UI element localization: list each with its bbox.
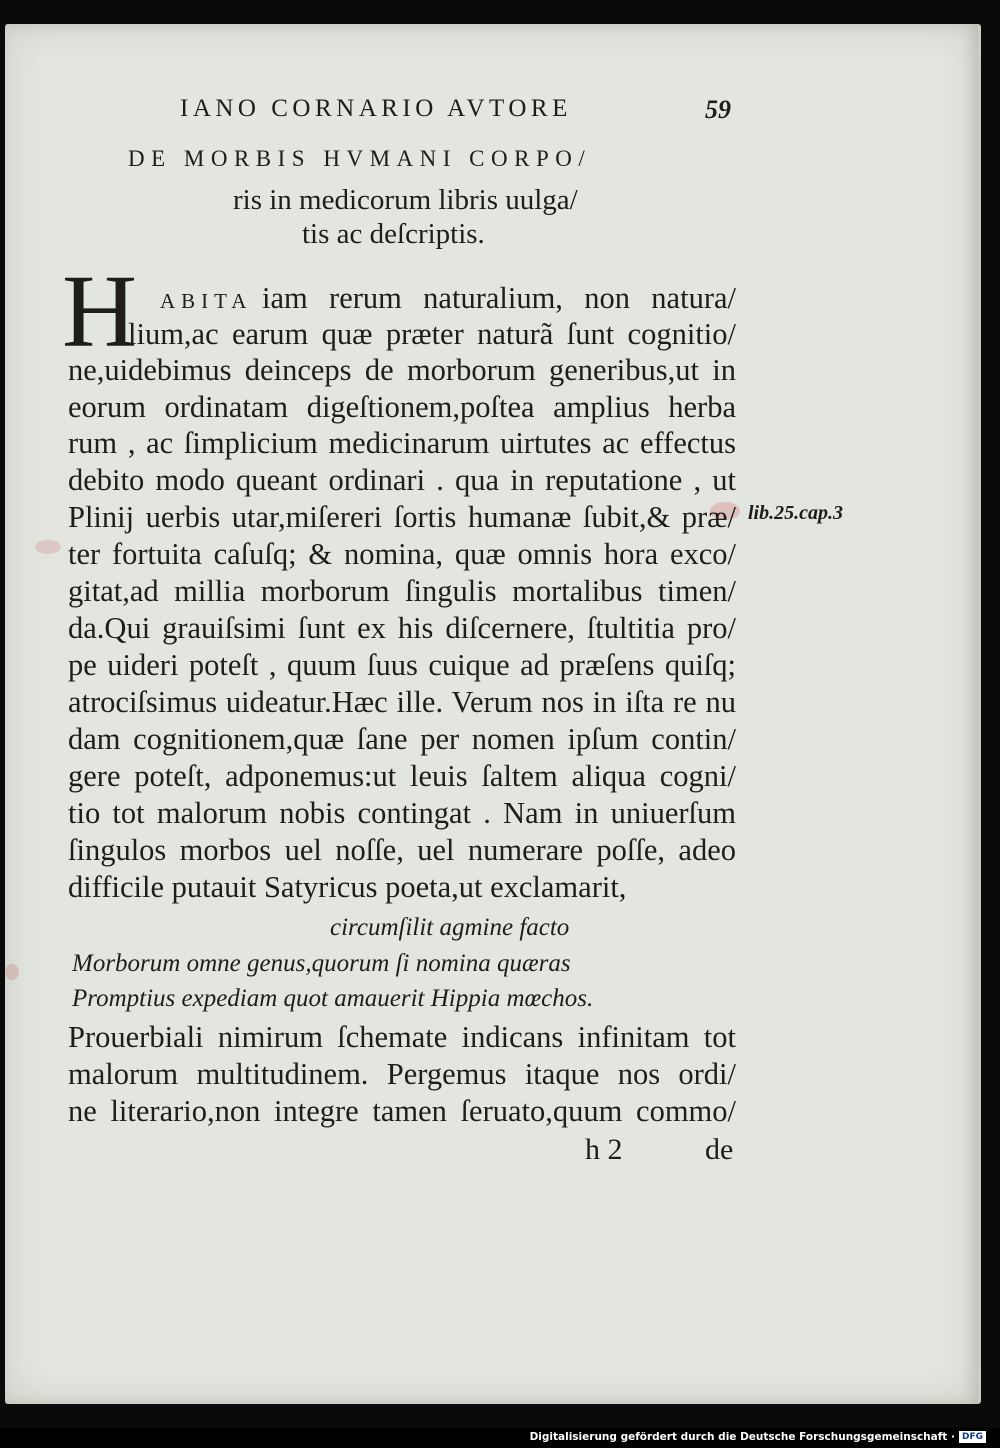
chapter-title-line-3: tis ac deſcriptis. [302,218,485,250]
running-head: IANO CORNARIO AVTORE [180,95,572,122]
signature-mark: h 2 [585,1133,623,1166]
drop-capital: H [62,254,138,369]
verse-line: circumſilit agmine facto [330,914,570,941]
marginal-note: lib.25.cap.3 [748,502,843,524]
body-line: Plinij uerbis utar,miſereri ſortis humanæ ſubit,& præ/ [68,500,736,534]
body-line: difficile putauit Satyricus poeta,ut exclamarit, [68,870,627,904]
funding-footer [530,1431,986,1443]
body-line: iam rerum naturalium, non natura/ [262,281,736,315]
body-line: debito modo queant ordinari . qua in reputatione , ut [68,463,736,497]
body-line: ne,uidebimus deinceps de morborum generibus,ut in [68,353,736,387]
body-line: ſingulos morbos uel noſſe, uel numerare poſſe, adeo [68,833,736,867]
body-line: dam cognitionem,quæ ſane per nomen ipſum contin/ [68,722,736,756]
body-line: Prouerbiali nimirum ſchemate indicans infinitam tot [68,1020,736,1054]
body-line: gitat,ad millia morborum ſingulis mortalibus timen/ [68,574,736,608]
chapter-title-line-1: DE MORBIS HVMANI CORPO/ [128,146,592,171]
body-line: lium,ac earum quæ præter naturã ſunt cognitio/ [128,317,736,351]
dfg-logo-icon: DFG [959,1431,986,1443]
first-word: ABITA [160,289,253,313]
body-line: malorum multitudinem. Pergemus itaque nos ordi/ [68,1057,736,1091]
verse-line: Morborum omne genus,quorum ſi nomina quæras [72,950,571,977]
body-line: gere poteſt, adponemus:ut leuis ſaltem aliqua cogni/ [68,759,736,793]
body-line: rum , ac ſimplicium medicinarum uirtutes ac effectus [68,426,736,460]
verse-line: Promptius expediam quot amauerit Hippia mœchos. [72,985,594,1012]
page-number: 59 [705,95,731,124]
footer-text: Digitalisierung gefördert durch die Deutsche Forschungsgemeinschaft · [529,1431,955,1443]
body-line: ter fortuita caſuſq; & nomina, quæ omnis hora exco/ [68,537,736,571]
chapter-title-line-2: ris in medicorum libris uulga/ [233,184,578,216]
body-line: tio tot malorum nobis contingat . Nam in uniuerſum [68,796,736,830]
body-line: da.Qui grauiſsimi ſunt ex his diſcernere, ſtultitia pro/ [68,611,736,645]
body-line: atrociſsimus uideatur.Hæc ille. Verum nos in iſta re nu [68,685,736,719]
body-line: eorum ordinatam digeſtionem,poſtea amplius herba [68,390,736,424]
catchword: de [705,1133,734,1166]
body-line: ne literario,non integre tamen ſeruato,quum commo/ [68,1094,736,1128]
body-line: pe uideri poteſt , quum ſuus cuique ad præſens quiſq; [68,648,736,682]
